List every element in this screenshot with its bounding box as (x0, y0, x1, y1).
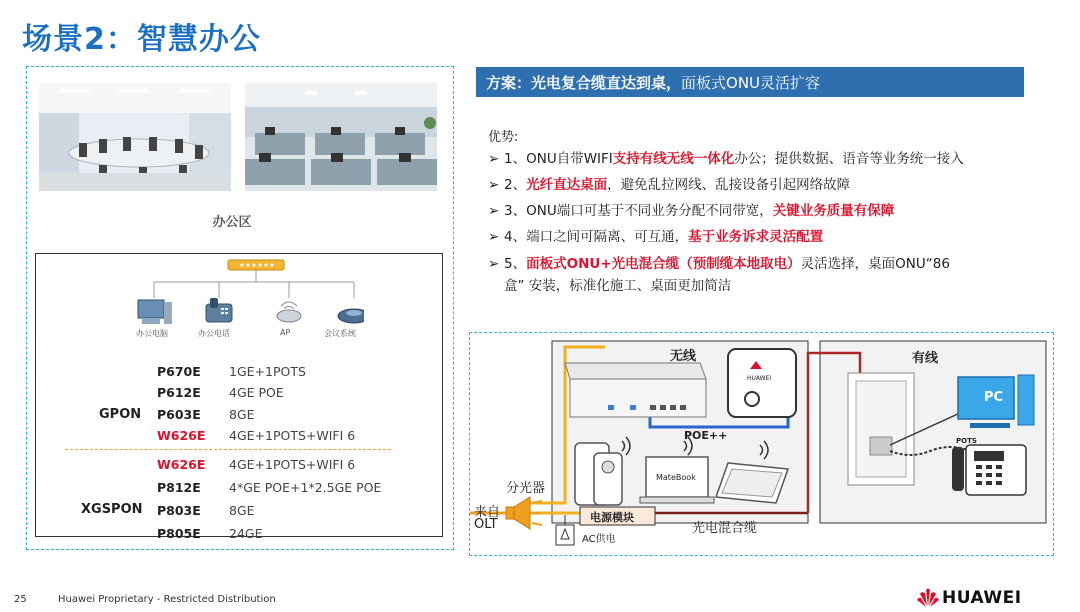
xgspon-label: XGSPON (81, 502, 143, 517)
model-row: P803E 8GE (157, 503, 255, 518)
model-row: P670E 1GE+1POTS (157, 364, 306, 379)
device-label-conference: 会议系统 (324, 329, 356, 338)
pc-label: PC (984, 390, 1004, 405)
huawei-logo: HUAWEI (916, 586, 1056, 610)
tablet-icon (716, 463, 788, 503)
wired-label: 有线 (912, 351, 939, 366)
model-row: P603E 8GE (157, 407, 255, 422)
page-number: 25 (14, 594, 27, 605)
device-label-phone: 办公电话 (198, 329, 230, 338)
advantage-item: ➢ 4、端口之间可隔离、可互通，基于业务诉求灵活配置 (488, 229, 824, 245)
advantage-item: ➢ 1、ONU自带WIFI支持有线无线一体化办公；提供数据、语音等业务统一接入 (488, 151, 964, 167)
open-office-photo (245, 83, 437, 191)
gpon-xgspon-divider (65, 449, 391, 450)
footer-disclaimer: Huawei Proprietary - Restricted Distribution (58, 594, 276, 605)
advantage-item: ➢ 5、面板式ONU+光电混合缆（预制缆本地取电）灵活选择，桌面ONU“86 盒” 安装，标准化施工、桌面更加简洁 (488, 256, 950, 294)
splitter-label: 分光器 (506, 481, 546, 496)
device-label-ap: AP (280, 328, 291, 337)
desk-phone-icon (206, 298, 232, 322)
office-area-caption: 办公区 (212, 215, 252, 230)
matebook-label: MateBook (656, 473, 696, 482)
advantage-item: ➢ 3、ONU端口可基于不同业务分配不同带宽，关键业务质量有保障 (488, 203, 895, 219)
telephone-icon (952, 445, 1026, 495)
splitter-icon (506, 497, 542, 529)
computer-icon (138, 300, 172, 324)
pots-label: POTS (956, 437, 977, 445)
access-point-icon (277, 302, 301, 322)
model-row: W626E 4GE+1POTS+WIFI 6 (157, 457, 356, 472)
device-label-pc: 办公电脑 (136, 329, 168, 338)
model-row: W626E 4GE+1POTS+WIFI 6 (157, 428, 356, 443)
power-module-label: 电源模块 (590, 511, 634, 524)
page-title: 场景2：智慧办公 (22, 22, 261, 57)
model-row: P812E 4*GE POE+1*2.5GE POE (157, 480, 382, 495)
model-row: P805E 24GE (157, 526, 263, 541)
conference-room-photo (39, 83, 231, 191)
wifi6-ap-icon (728, 349, 796, 417)
hybrid-cable-label: 光电混合缆 (692, 521, 758, 536)
ap-brand-label: HUAWEI (747, 375, 772, 382)
advantages-title: 优势: (488, 130, 519, 145)
solution-header: 方案：光电复合缆直达到桌，面板式ONU灵活扩容 (476, 67, 1024, 97)
gpon-label: GPON (99, 407, 142, 422)
wireless-label: 无线 (670, 349, 697, 364)
model-row: P612E 4GE POE (157, 385, 284, 400)
network-diagram (469, 332, 1054, 556)
ac-power-icon (556, 525, 574, 545)
smartphone-icon (575, 443, 622, 505)
conference-system-icon (338, 309, 364, 323)
from-olt-label-1: 来自 (474, 505, 501, 520)
advantage-item: ➢ 2、光纤直达桌面，避免乱拉网线、乱接设备引起网络故障 (488, 177, 851, 193)
poe-label: POE++ (684, 429, 728, 442)
ac-power-label: AC供电 (582, 534, 616, 545)
onu-box-icon (565, 363, 706, 417)
huawei-flower-icon (916, 586, 940, 608)
from-olt-label-2: OLT (474, 517, 498, 532)
office-area-panel (26, 66, 454, 550)
